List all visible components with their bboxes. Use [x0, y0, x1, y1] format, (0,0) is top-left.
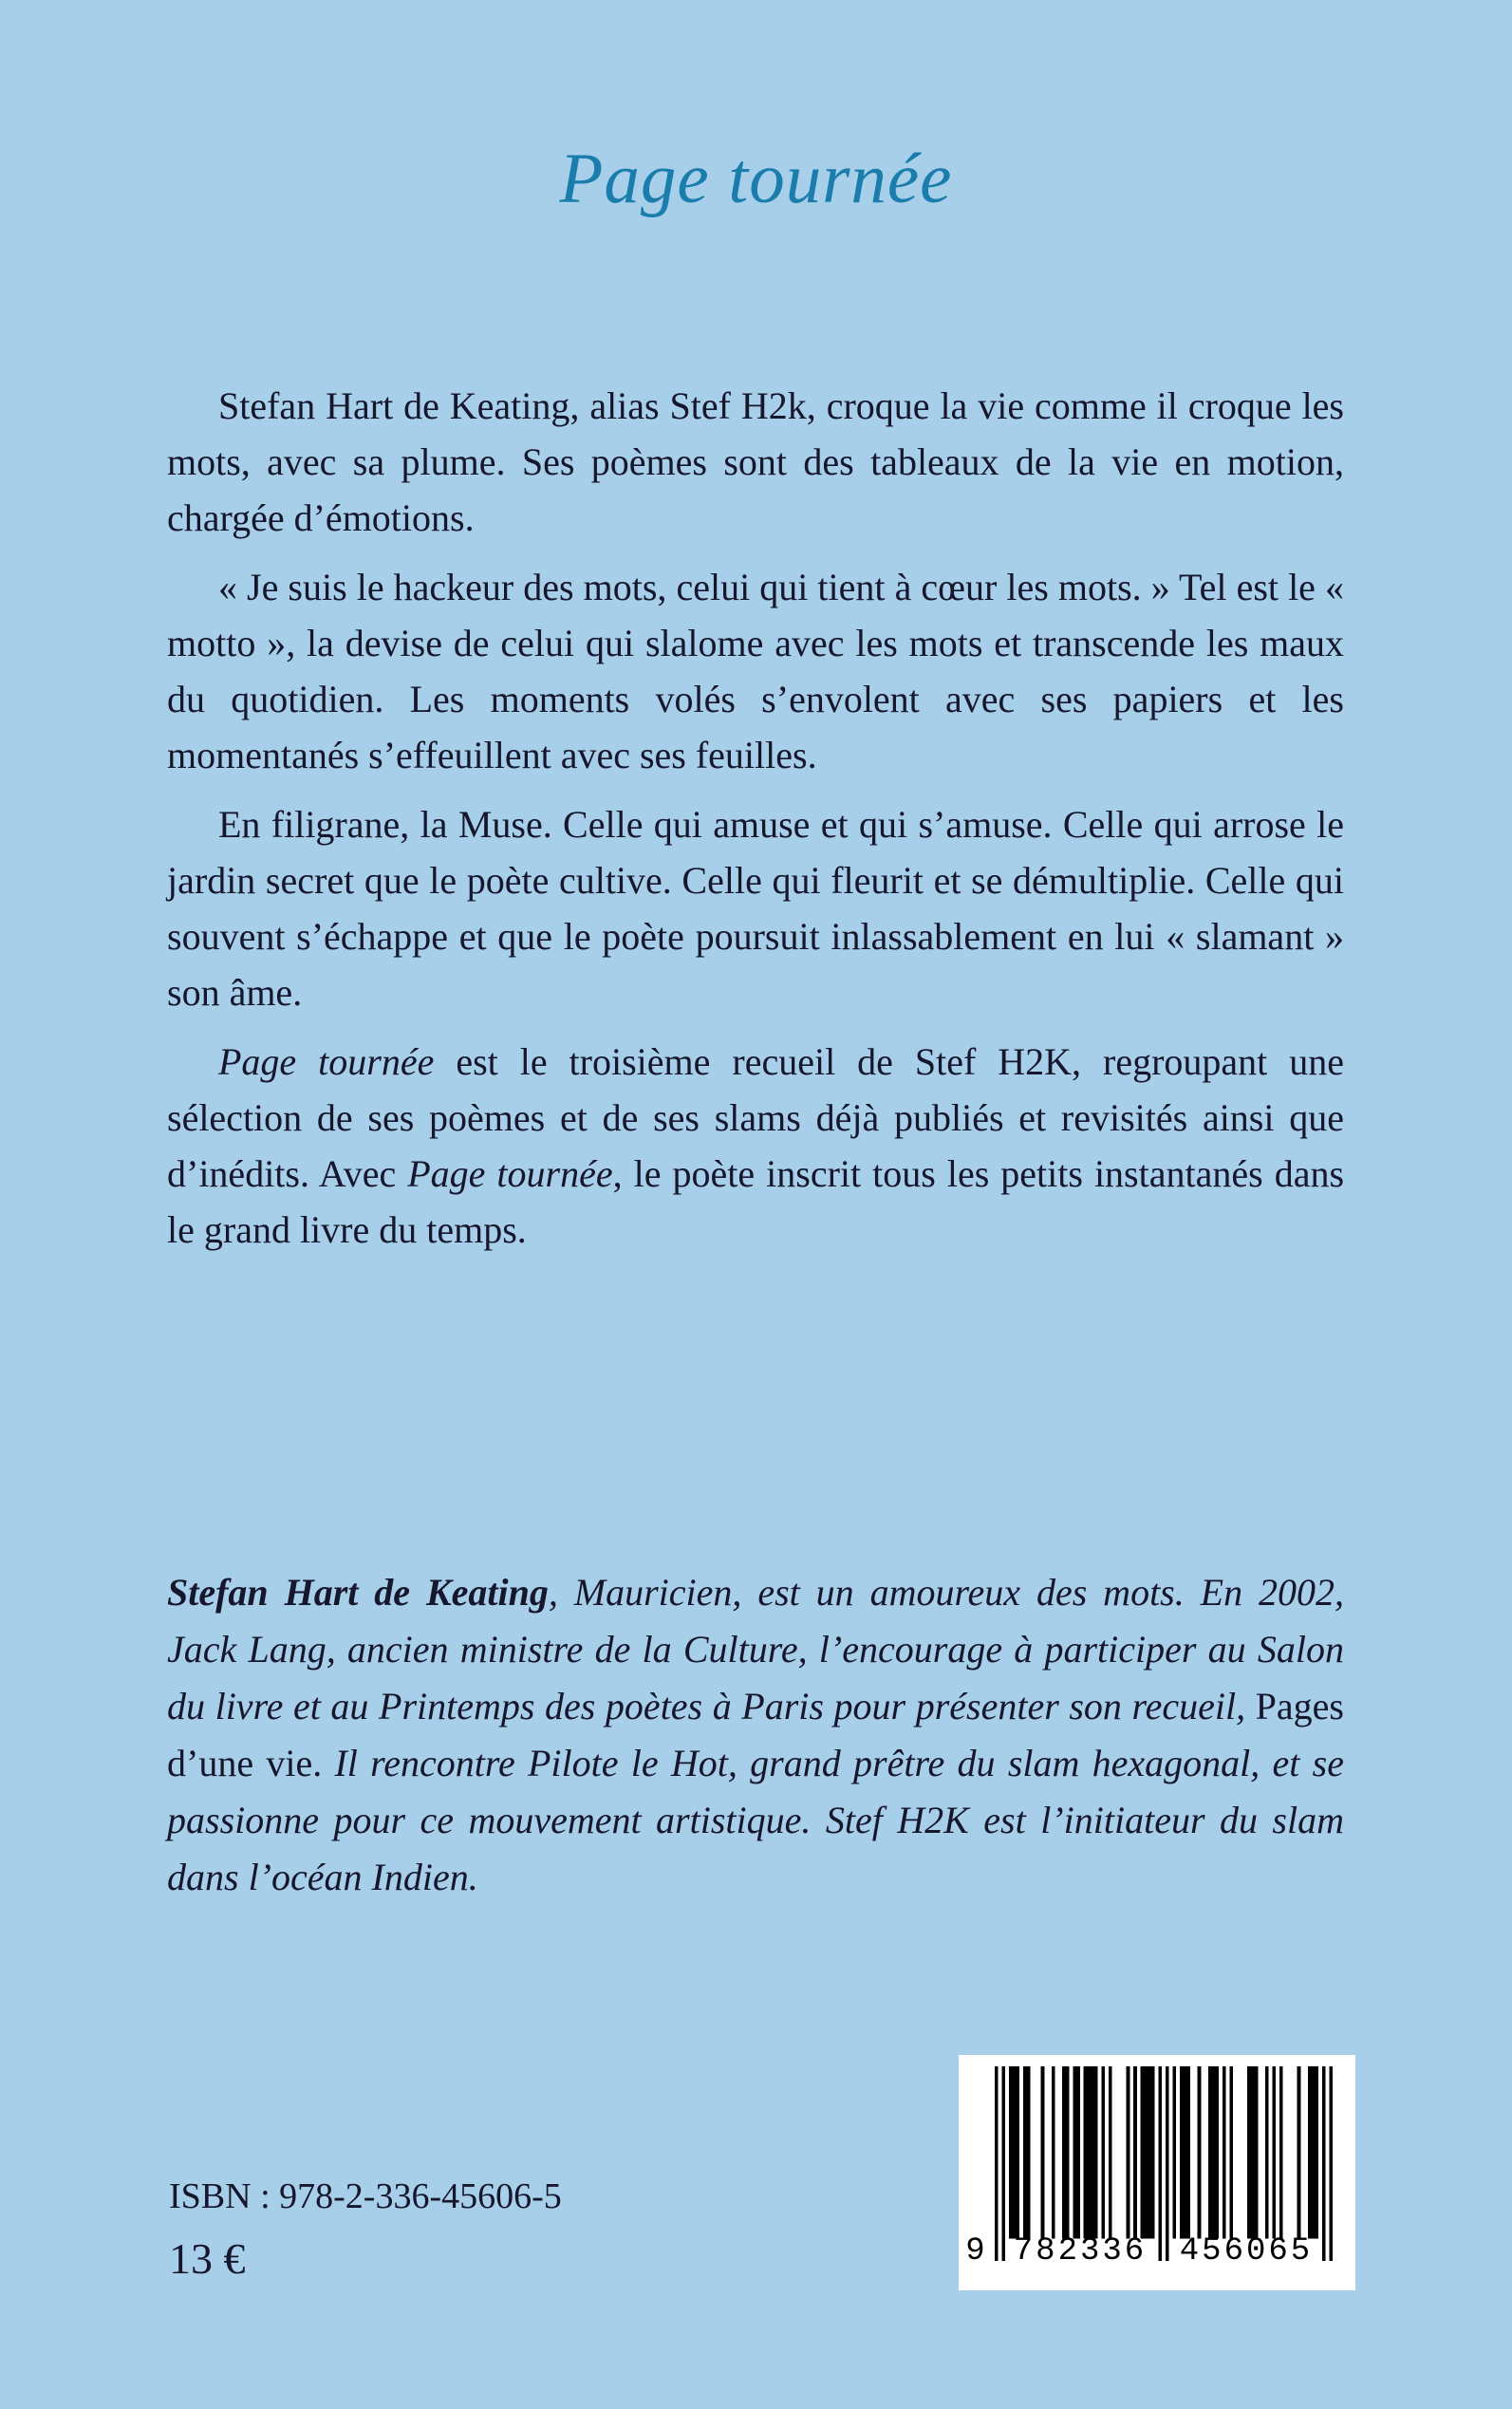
synopsis-paragraph-3: En filigrane, la Muse. Celle qui amuse et qui s’amuse. Celle qui arrose le jardin secret que le poète cultive. Celle qui fleurit et se démultiplie. Celle qui souvent s’échappe et que le poète poursuit inlassablement en lui « slamant » son âme.	[167, 803, 1344, 1014]
synopsis-text: , le poète inscrit tous les petits instantanés dans le grand livre du temps.	[167, 1152, 1345, 1251]
author-bio	[167, 1564, 1344, 1906]
synopsis-text: est le troisième recueil de Stef H2K, regroupant une sélection de ses poèmes et de ses slams déjà publiés et revisités ainsi que d’inédits. Avec	[167, 1040, 1344, 1195]
book-title-inline: Page tournée	[407, 1152, 613, 1195]
synopsis-paragraph-4	[167, 1034, 1344, 1258]
synopsis-paragraph-2: « Je suis le hackeur des mots, celui qui tient à cœur les mots. » Tel est le « motto », la devise de celui qui slalome avec les mots et transcende les maux du quotidien. Les moments volés s’envolent avec ses papiers et les momentanés s’effeuillent avec ses feuilles.	[167, 566, 1344, 776]
previous-book-title: Pages d’une vie.	[167, 1685, 1344, 1784]
barcode-digits-left: 782336	[1013, 2233, 1148, 2269]
barcode-bars	[995, 2066, 1333, 2261]
synopsis	[167, 378, 1344, 1258]
book-title-inline: Page tournée	[218, 1040, 435, 1083]
price-label: 13 €	[169, 2234, 246, 2283]
synopsis-paragraph-1: Stefan Hart de Keating, alias Stef H2k, croque la vie comme il croque les mots, avec sa plume. Ses poèmes sont des tableaux de la vie en motion, chargée d’émotions.	[167, 384, 1344, 539]
book-title: Page tournée	[559, 140, 953, 218]
author-name: Stefan Hart de Keating	[167, 1571, 549, 1614]
barcode-digit-first: 9	[965, 2233, 988, 2269]
bio-text: Il rencontre Pilote le Hot, grand prêtre du slam hexagonal, et se passionne pour ce mouvement artistique. Stef H2K est l’initiateur du slam dans l’océan Indien.	[167, 1742, 1344, 1898]
barcode	[959, 2055, 1355, 2290]
isbn-label: ISBN : 978-2-336-45606-5	[169, 2176, 562, 2216]
bio-text: , Mauricien, est un amoureux des mots. En 2002, Jack Lang, ancien ministre de la Culture, l’encourage à participer au Salon du livre et au Printemps des poètes à Paris pour présenter son recueil,	[167, 1571, 1344, 1727]
barcode-digits-right: 456065	[1179, 2233, 1314, 2269]
author-bio-paragraph	[167, 1564, 1344, 1906]
